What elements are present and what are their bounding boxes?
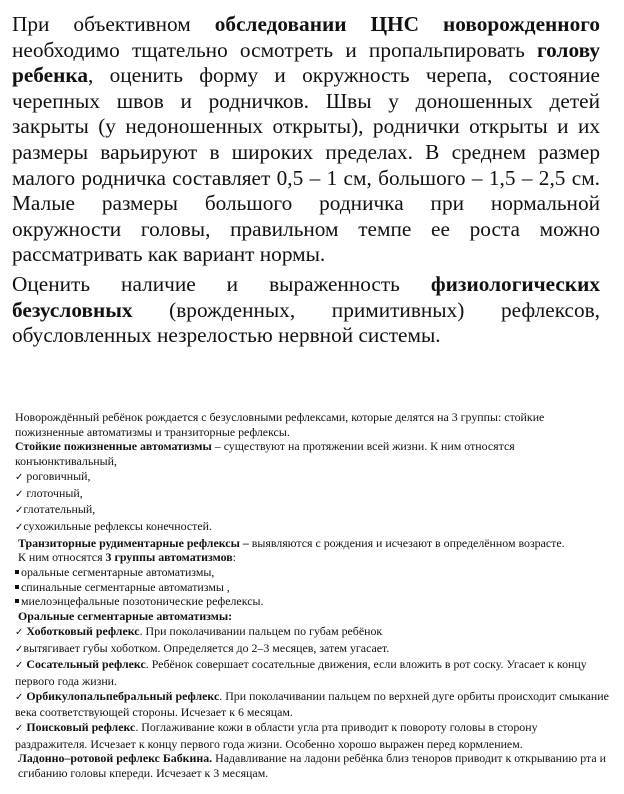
lifelong-line — [15, 439, 611, 468]
check-icon: ✓ — [15, 723, 24, 735]
reflex-name: Сосательный рефлекс — [26, 657, 146, 672]
groups-post: : — [232, 550, 236, 565]
list-item-text: спинальные сегментарные автоматизмы , — [21, 579, 230, 594]
list-item-text: сухожильные рефлексы конечностей. — [23, 518, 212, 533]
oral-title: Оральные сегментарные автоматизмы: — [18, 609, 233, 624]
reflex-name: Хоботковый рефлекс — [26, 623, 140, 638]
bold-text: физиологических безусловных — [12, 271, 600, 322]
square-bullet-icon — [15, 570, 19, 574]
list-item-text: глотательный, — [23, 502, 96, 517]
list-item-text: глоточный, — [26, 485, 83, 500]
check-icon: ✓ — [15, 488, 24, 500]
text: Оценить наличие и выраженность — [12, 271, 431, 296]
transitory-line — [15, 536, 611, 551]
reflex-item — [15, 720, 611, 751]
lifelong-title: Стойкие пожизненные автоматизмы — [15, 439, 212, 454]
reflex-name: Поисковый рефлекс — [26, 720, 136, 735]
list-item — [15, 594, 611, 609]
reflex-item — [15, 689, 611, 720]
check-icon: ✓ — [15, 691, 24, 703]
check-icon: ✓ — [15, 521, 24, 533]
reflex-text: . При поколачивании пальцем по губам ребёнок — [139, 623, 383, 638]
list-item — [15, 565, 611, 580]
check-icon: ✓ — [15, 471, 24, 483]
list-item-text: миелоэнцефальные позотонические рефелексы. — [21, 594, 264, 609]
reflex-item — [15, 657, 611, 688]
reflex-name: Ладонно–ротовой рефлекс Бабкина. — [18, 751, 213, 766]
paragraph-cns-exam — [12, 12, 600, 268]
reflex-text: вытягивает губы хоботком. Определяется до 2–3 месяцев, затем угасает. — [23, 640, 390, 655]
check-icon: ✓ — [15, 660, 24, 672]
groups-line — [15, 550, 611, 565]
list-item — [15, 580, 611, 595]
check-icon: ✓ — [15, 643, 24, 655]
list-item — [15, 486, 611, 503]
bold-text: голову ребенка — [12, 37, 600, 88]
check-icon: ✓ — [15, 626, 24, 638]
reflex-text: Надавливание на ладони ребёнка близ теноров приводит к открыванию рта и сгибанию головы кпереди. Исчезает к 3 месяцам. — [18, 751, 606, 781]
reflex-item — [15, 751, 611, 780]
text: (врожденных, примитивных) рефлексов, обусловленных незрелостью нервной системы. — [12, 297, 600, 348]
square-bullet-icon — [15, 599, 19, 603]
reflex-text: . Поглаживание кожи в области угла рта приводит к повороту головы в сторону раздражителя. Исчезает к концу первого года жизни. Особенно хорошо выражен перед кормлением. — [15, 720, 538, 751]
reflex-item — [15, 624, 611, 641]
list-item — [15, 519, 611, 536]
oral-title-line — [15, 609, 611, 624]
intro-line: Новорождённый ребёнок рождается с безусловными рефлексами, которые делятся на 3 группы: стойкие пожизненные автоматизмы и транзиторные рефлексы. — [15, 410, 545, 439]
reflexes-notes — [15, 410, 611, 781]
list-item-text: роговичный, — [26, 468, 91, 483]
square-bullet-icon — [15, 585, 19, 589]
reflex-text: . Ребёнок совершает сосательные движения, если вложить в рот соску. Угасает к концу первого года жизни. — [15, 657, 587, 688]
main-text-block — [12, 12, 600, 349]
text: , оценить форму и окружность черепа, состояние черепных швов и родничков. Швы у доношенных детей закрыты (у недоношенных открыты), роднички открыты и их размеры варьируют в широких пределах. В среднем размер малого родничка составляет 0,5 – 1 см, большого – 1,5 – 2,5 см. Малые размеры большого родничка при нормальной окружности головы, правильном темпе ее роста можно рассматривать как вариант нормы. — [12, 63, 600, 267]
list-item-text: оральные сегментарные автоматизмы, — [21, 565, 215, 580]
lifelong-rest: – существуют на протяжении всей жизни. К ним относятся конъюнктивальный, — [15, 439, 515, 469]
text: необходимо тщательно осмотреть и пропальпировать — [12, 37, 537, 62]
reflex-text: . При поколачивании пальцем по верхней дуге орбиты происходит смыкание века соответствующей стороны. Исчезает к 6 месяцам. — [15, 688, 609, 720]
reflex-name: Орбикулопальпебральный рефлекс — [26, 688, 220, 703]
text: При объективном — [12, 12, 215, 36]
groups-pre: К ним относятся — [18, 550, 106, 565]
check-icon: ✓ — [15, 505, 24, 517]
transitory-title: Транзиторные рудиментарные рефлексы – — [18, 535, 249, 550]
groups-bold: 3 группы автоматизмов — [105, 550, 233, 565]
list-item — [15, 502, 611, 519]
list-item — [15, 469, 611, 486]
bold-text: обследовании ЦНС новорожденного — [214, 12, 601, 36]
reflex-item — [15, 641, 611, 658]
transitory-rest: выявляются с рождения и исчезают в определённом возрасте. — [248, 535, 565, 550]
paragraph-reflexes — [12, 272, 600, 349]
